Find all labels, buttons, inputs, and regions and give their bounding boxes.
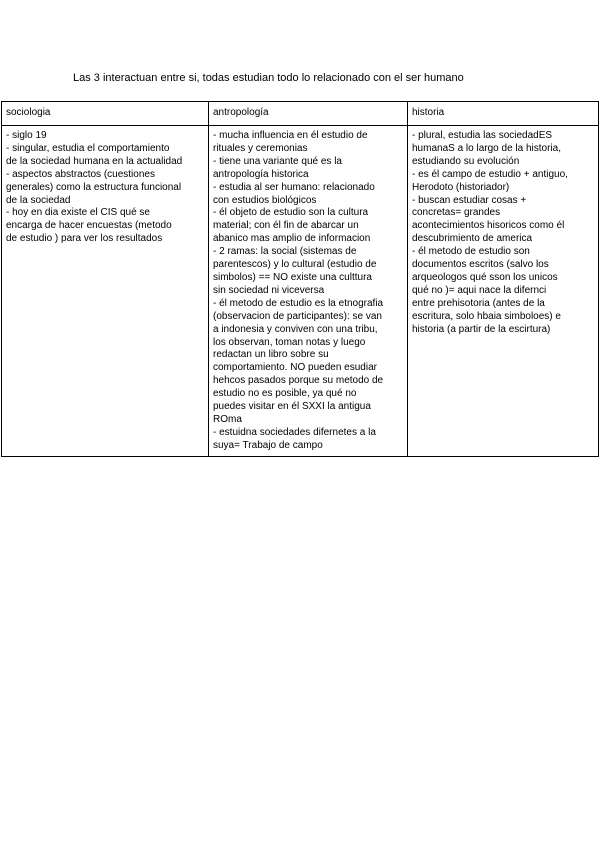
cell-text-line: - él metodo de estudio es la etnografia: [213, 297, 384, 309]
cell-text-line: material; con él fin de abarcar un: [213, 220, 359, 232]
cell-text-line: entre prehisotoria (antes de la: [412, 297, 545, 309]
column-header-sociologia: sociologia: [2, 102, 209, 126]
cell-text-line: - aspectos abstractos (cuestiones: [6, 168, 155, 180]
cell-text-line: puedes visitar en él SXXI la antigua: [213, 401, 371, 413]
table-header-row: [2, 102, 599, 126]
cell-sociologia: [2, 126, 209, 457]
cell-text-line: suya= Trabajo de campo: [213, 439, 323, 451]
cell-text-line: rituales y ceremonias: [213, 142, 308, 154]
cell-text-line: - plural, estudia las sociedadES: [412, 130, 553, 141]
cell-text-line: documentos escritos (salvo los: [412, 259, 549, 271]
cell-text-line: parentescos) y lo cultural (estudio de: [213, 259, 377, 271]
table-row: [2, 126, 599, 457]
cell-text-line: a indonesia y conviven con una tribu,: [213, 323, 378, 335]
cell-text-line: descubrimiento de america: [412, 233, 533, 245]
cell-text-line: - estuidna sociedades difernetes a la: [213, 426, 376, 438]
cell-text-line: - tiene una variante qué es la: [213, 155, 342, 167]
cell-text-line: (observacion de participantes): se van: [213, 310, 382, 322]
cell-text-line: comportamiento. NO pueden esudiar: [213, 362, 377, 374]
cell-text-line: de la sociedad humana en la actualidad: [6, 155, 183, 167]
cell-text-line: qué no )= aqui nace la difernci: [412, 284, 547, 296]
cell-text-line: arqueologos qué sson los unicos: [412, 271, 558, 283]
cell-text-line: acontecimientos hisoricos como él: [412, 220, 565, 232]
cell-text-line: humanaS a lo largo de la historia,: [412, 142, 561, 154]
cell-text-line: redactan un libro sobre su: [213, 349, 329, 361]
cell-text-line: de la sociedad: [6, 194, 71, 206]
cell-text-line: - estudia al ser humano: relacionado: [213, 181, 375, 193]
cell-text-line: antropología historica: [213, 168, 309, 180]
cell-text-line: estudio no es posible, ya qué no: [213, 388, 357, 400]
cell-text-line: abanico mas amplio de informacion: [213, 233, 371, 245]
column-header-antropologia: antropología: [209, 102, 408, 126]
page-heading: Las 3 interactuan entre si, todas estudian todo lo relacionado con el ser humano: [73, 72, 464, 84]
cell-text-line: concretas= grandes: [412, 207, 501, 219]
column-header-historia: historia: [408, 102, 599, 126]
cell-text-line: - buscan estudiar cosas +: [412, 194, 527, 206]
cell-text-line: - 2 ramas: la social (sistemas de: [213, 246, 357, 258]
cell-text-line: hehcos pasados porque su metodo de: [213, 375, 384, 387]
cell-text-line: simbolos) == NO existe una culttura: [213, 271, 372, 283]
cell-text-line: generales) como la estructura funcional: [6, 181, 182, 193]
cell-text-line: los observan, toman notas y luego: [213, 336, 366, 348]
cell-text-line: escritura, solo hbaia simboloes) e: [412, 310, 561, 322]
cell-text-line: de estudio ) para ver los resultados: [6, 233, 163, 245]
cell-text-line: encarga de hacer encuestas (metodo: [6, 220, 172, 232]
cell-text-line: ROma: [213, 413, 242, 425]
cell-text-line: con estudios biológicos: [213, 194, 317, 206]
cell-text-line: Herodoto (historiador): [412, 181, 510, 193]
cell-text-line: estudiando su evolución: [412, 155, 520, 167]
cell-text-line: - él metodo de estudio son: [412, 246, 530, 258]
cell-text-line: - es él campo de estudio + antiguo,: [412, 168, 568, 180]
cell-text-line: - siglo 19: [6, 130, 47, 141]
cell-text-line: - mucha influencia en él estudio de: [213, 130, 368, 141]
cell-text-line: - hoy en dia existe el CIS qué se: [6, 207, 150, 219]
cell-text-line: - él objeto de estudio son la cultura: [213, 207, 369, 219]
cell-antropologia: [209, 126, 408, 457]
cell-text-line: - singular, estudia el comportamiento: [6, 142, 170, 154]
comparison-table: [1, 101, 599, 457]
cell-text-line: sin sociedad ni viceversa: [213, 284, 325, 296]
cell-text-line: historia (a partir de la escirtura): [412, 323, 551, 335]
cell-historia: [408, 126, 599, 457]
